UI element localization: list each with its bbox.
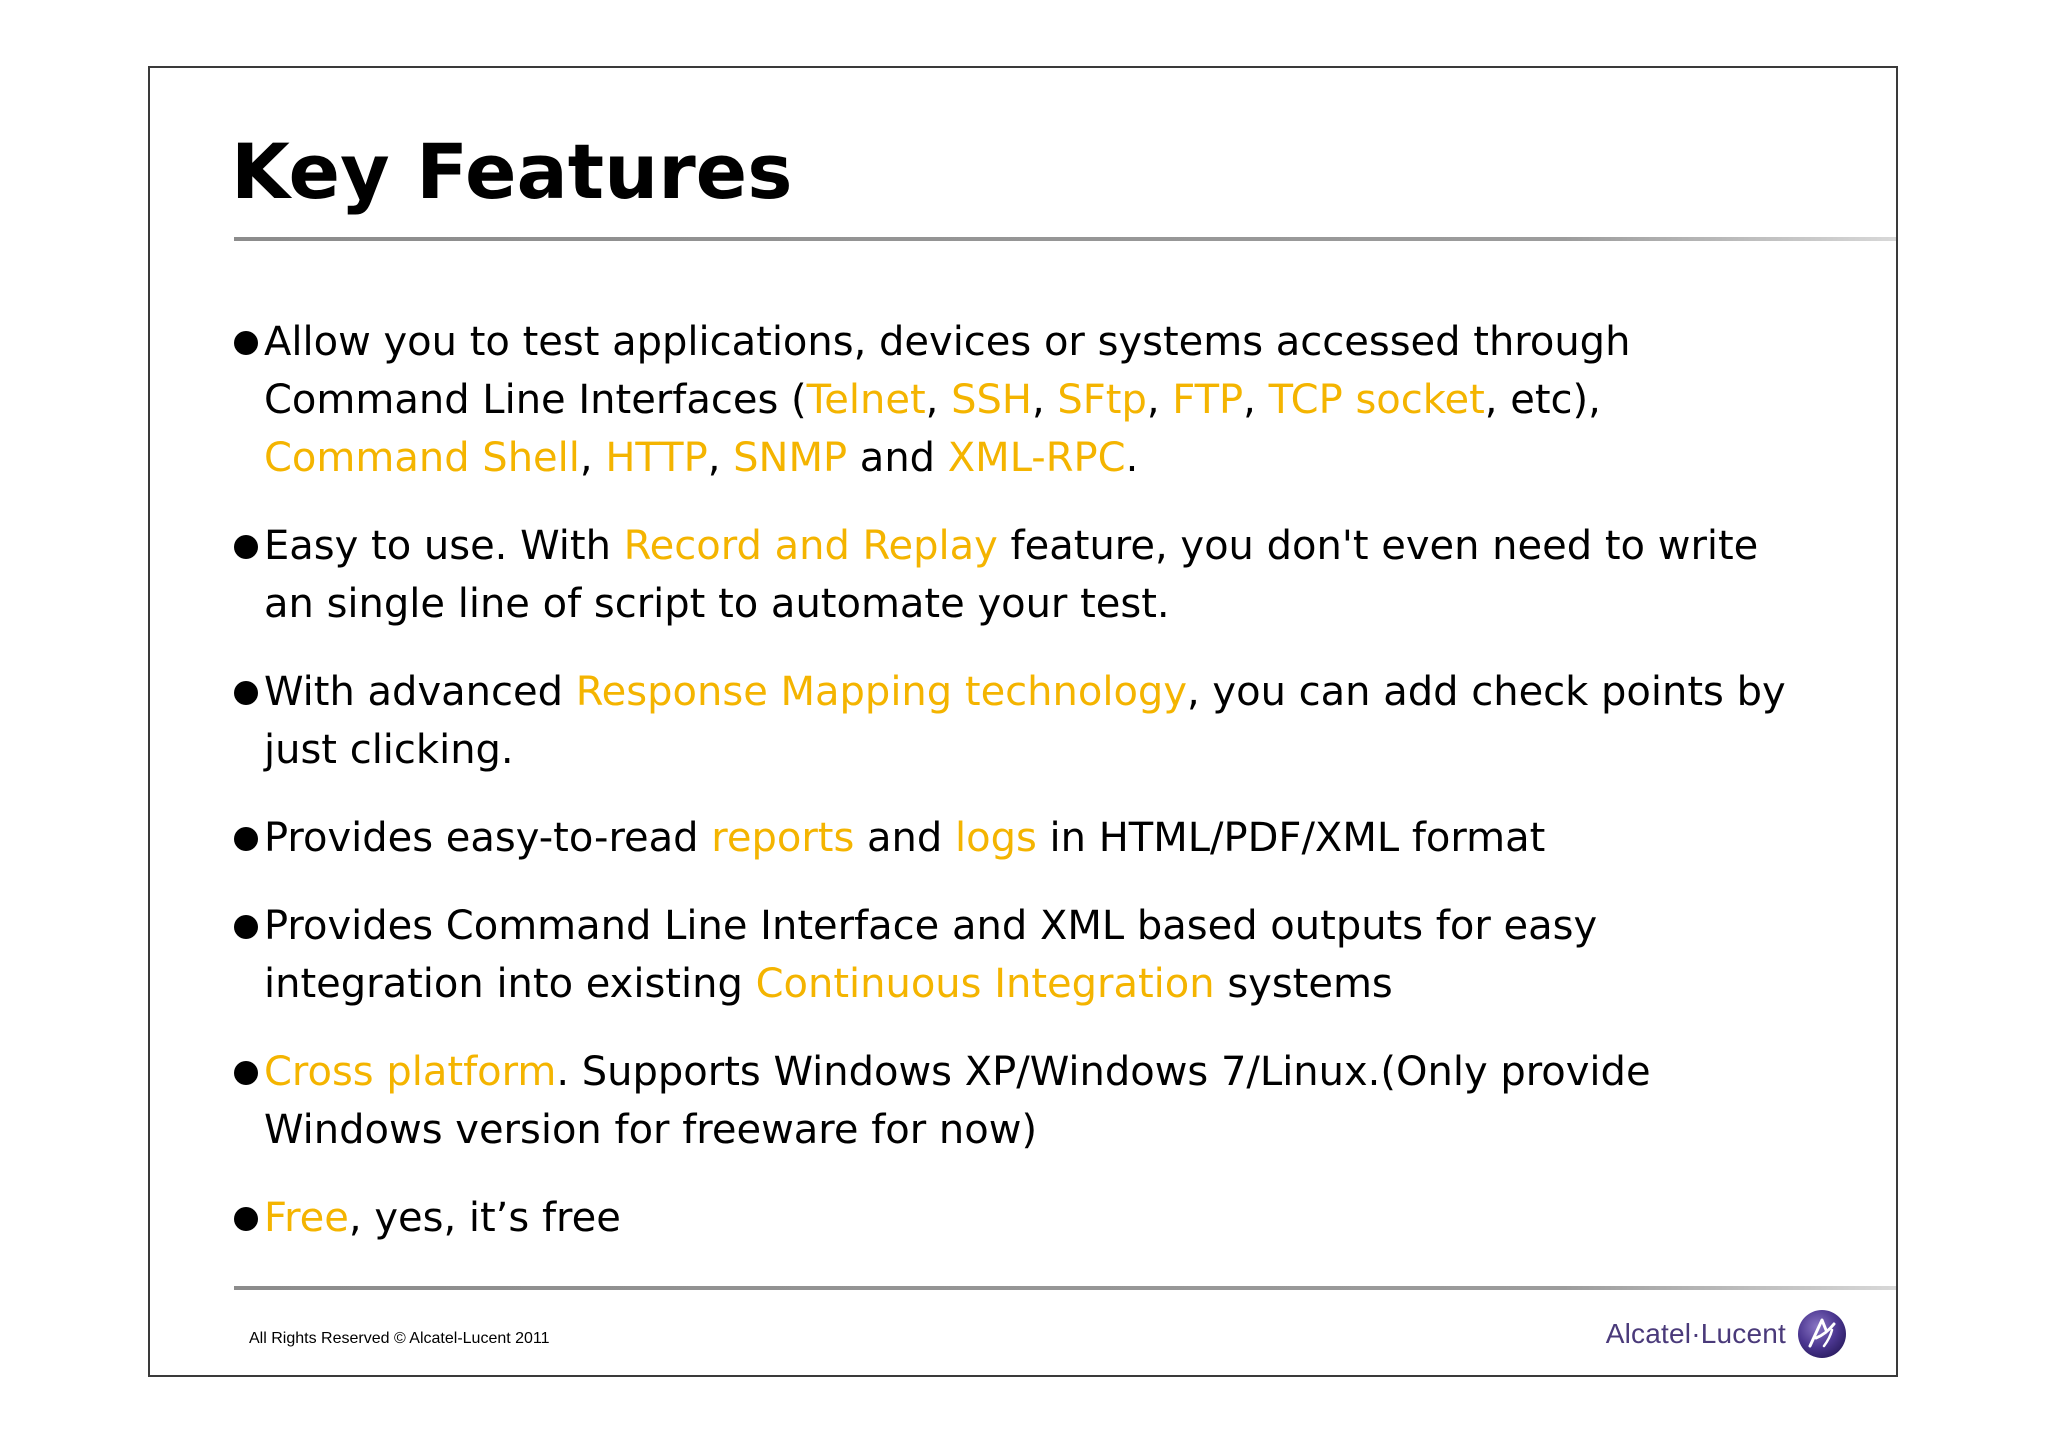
bullet-text xyxy=(264,517,1874,633)
highlighted-term: Command Shell xyxy=(264,435,580,481)
bullet-text-segment: Allow you to test applications, devices or systems accessed through xyxy=(264,319,1631,365)
feature-bullet xyxy=(234,313,1874,487)
feature-bullet xyxy=(234,897,1874,1013)
feature-bullet xyxy=(234,809,1874,867)
bullet-text-segment: Easy to use. With xyxy=(264,523,624,569)
bullet-text-segment: in HTML/PDF/XML format xyxy=(1036,815,1546,861)
bullet-text-segment: systems xyxy=(1214,961,1393,1007)
bullet-text-segment: . Supports Windows XP/Windows 7/Linux.(Only provide xyxy=(556,1049,1651,1095)
bullet-text-segment: , etc), xyxy=(1484,377,1601,423)
bullet-line xyxy=(264,313,1874,371)
bullet-text-segment: feature, you don't even need to write xyxy=(997,523,1759,569)
slide-frame xyxy=(148,66,1898,1377)
bullet-text-segment: , xyxy=(579,435,606,481)
bullet-dot-icon xyxy=(234,915,258,939)
bullet-text-segment: , xyxy=(1146,377,1173,423)
company-logo xyxy=(1606,1308,1848,1360)
highlighted-term: Record and Replay xyxy=(623,523,998,569)
bullet-line xyxy=(264,809,1874,867)
highlighted-term: Cross platform xyxy=(264,1049,557,1095)
bullet-line xyxy=(264,1189,1874,1247)
slide-title: Key Features xyxy=(231,127,793,216)
bullet-dot-icon xyxy=(234,535,258,559)
bullet-text xyxy=(264,897,1874,1013)
bullet-text-segment: an single line of script to automate your test. xyxy=(264,581,1170,627)
bullet-text-segment: integration into existing xyxy=(264,961,756,1007)
highlighted-term: SFtp xyxy=(1057,377,1147,423)
highlighted-term: Continuous Integration xyxy=(755,961,1215,1007)
bullet-line xyxy=(264,897,1874,955)
copyright-text: All Rights Reserved © Alcatel-Lucent 2011 xyxy=(249,1330,550,1347)
bullet-text xyxy=(264,1189,1874,1247)
highlighted-term: Response Mapping technology xyxy=(575,669,1187,715)
bullet-line xyxy=(264,955,1874,1013)
bullet-text xyxy=(264,809,1874,867)
bullet-dot-icon xyxy=(234,1207,258,1231)
bullet-text-segment: just clicking. xyxy=(264,727,514,773)
bullet-text xyxy=(264,313,1874,487)
bullet-text-segment: Windows version for freeware for now) xyxy=(264,1107,1038,1153)
bullet-text-segment: , xyxy=(925,377,952,423)
highlighted-term: FTP xyxy=(1172,377,1244,423)
feature-bullet xyxy=(234,1043,1874,1159)
bullet-text-segment: Command Line Interfaces ( xyxy=(264,377,807,423)
highlighted-term: reports xyxy=(711,815,855,861)
bullet-line xyxy=(264,1101,1874,1159)
highlighted-term: logs xyxy=(955,815,1037,861)
bullet-dot-icon xyxy=(234,1061,258,1085)
bullet-line xyxy=(264,1043,1874,1101)
highlighted-term: XML-RPC xyxy=(947,435,1126,481)
title-divider xyxy=(234,237,1896,241)
bullet-text-segment: , xyxy=(1243,377,1269,423)
bullet-text-segment: , yes, it’s free xyxy=(348,1195,621,1241)
highlighted-term: TCP socket xyxy=(1268,377,1485,423)
bullet-text-segment: , you can add check points by xyxy=(1187,669,1786,715)
bullet-line xyxy=(264,663,1874,721)
bullet-line xyxy=(264,371,1874,429)
highlighted-term: Telnet xyxy=(806,377,926,423)
bullet-text-segment: , xyxy=(707,435,734,481)
bullet-text-segment: Provides easy-to-read xyxy=(264,815,712,861)
bullet-dot-icon xyxy=(234,827,258,851)
bullet-text xyxy=(264,1043,1874,1159)
bullet-text-segment: . xyxy=(1125,435,1139,481)
feature-bullet xyxy=(234,663,1874,779)
bullet-dot-icon xyxy=(234,681,258,705)
bullet-text xyxy=(264,663,1874,779)
feature-list xyxy=(234,313,1874,1247)
footer-divider xyxy=(234,1286,1896,1290)
highlighted-term: Free xyxy=(264,1195,349,1241)
bullet-text-segment: and xyxy=(847,435,948,481)
alcatel-lucent-logo-icon xyxy=(1796,1308,1848,1360)
feature-bullet xyxy=(234,517,1874,633)
bullet-text-segment: Provides Command Line Interface and XML based outputs for easy xyxy=(264,903,1598,949)
bullet-dot-icon xyxy=(234,331,258,355)
bullet-text-segment: and xyxy=(854,815,955,861)
bullet-line xyxy=(264,429,1874,487)
highlighted-term: SNMP xyxy=(733,435,848,481)
feature-bullet xyxy=(234,1189,1874,1247)
bullet-line xyxy=(264,721,1874,779)
highlighted-term: SSH xyxy=(951,377,1032,423)
bullet-text-segment: , xyxy=(1031,377,1058,423)
highlighted-term: HTTP xyxy=(605,435,708,481)
bullet-line xyxy=(264,575,1874,633)
logo-wordmark: Alcatel·Lucent xyxy=(1605,1318,1786,1349)
bullet-text-segment: With advanced xyxy=(264,669,576,715)
bullet-line xyxy=(264,517,1874,575)
